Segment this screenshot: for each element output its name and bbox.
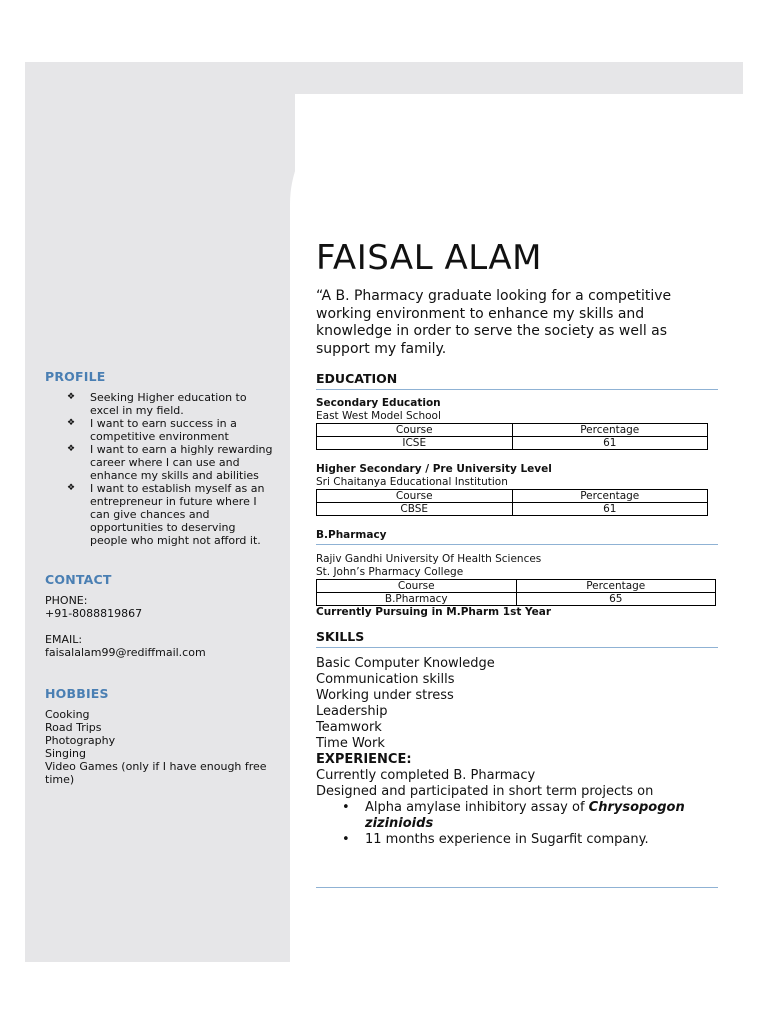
table-header-percentage: Percentage [512,490,708,503]
profile-item: ❖ I want to establish myself as an entrepreneur in future where I can give chances and opportunities to deserving people who might not afford it. [67,482,275,547]
table-cell-percentage: 61 [512,437,708,450]
profile-item: ❖ Seeking Higher education to excel in my field. [67,391,275,417]
skill-item: Teamwork [316,720,382,735]
table-cell-course: CBSE [317,503,513,516]
objective-statement: “A B. Pharmacy graduate looking for a competitive working environment to enhance my skills and knowledge in order to serve the society as well as support my family. [316,288,672,357]
section-divider [316,544,718,545]
bullet-text: Alpha amylase inhibitory assay of [365,800,589,815]
applicant-name: FAISAL ALAM [316,238,543,278]
bpharm-university: Rajiv Gandhi University Of Health Sciences [316,553,542,565]
experience-bullets [316,800,718,848]
table-header-course: Course [317,490,513,503]
higher-school: Sri Chaitanya Educational Institution [316,476,508,488]
contact-heading: CONTACT [45,572,112,587]
table-header-course: Course [317,424,513,437]
table-cell-percentage: 61 [512,503,708,516]
hobby-item: Road Trips [45,721,102,734]
profile-item: ❖ I want to earn success in a competitive environment [67,417,275,443]
bpharm-table [316,579,716,606]
email-address[interactable]: faisalalam99@rediffmail.com [45,646,206,659]
experience-heading: EXPERIENCE: [316,752,412,767]
table-cell-course: B.Pharmacy [317,593,517,606]
profile-heading: PROFILE [45,369,106,384]
main-content [316,236,718,848]
bottom-divider [316,887,718,888]
table-header-course: Course [317,580,517,593]
top-band [268,62,743,94]
hobby-item: Cooking [45,708,90,721]
sidebar-content [45,370,275,786]
profile-list [67,391,275,547]
experience-line: Designed and participated in short term projects on [316,784,654,799]
experience-line: Currently completed B. Pharmacy [316,768,536,783]
hobby-item: Singing [45,747,87,760]
hobbies-heading: HOBBIES [45,686,109,701]
phone-number[interactable]: +91-8088819867 [45,607,143,620]
table-cell-percentage: 65 [516,593,716,606]
table-cell-course: ICSE [317,437,513,450]
hobby-item: Video Games (only if I have enough free time) [45,760,267,786]
experience-bullet [342,800,718,832]
phone-label: PHONE: [45,594,88,607]
skill-item: Communication skills [316,672,455,687]
table-header-percentage: Percentage [516,580,716,593]
section-divider [316,389,718,390]
profile-item: ❖ I want to earn a highly rewarding career where I can use and enhance my skills and abilities [67,443,275,482]
table-header-percentage: Percentage [512,424,708,437]
skill-item: Leadership [316,704,388,719]
secondary-table [316,423,708,450]
hobby-item: Photography [45,734,116,747]
bpharm-college: St. John’s Pharmacy College [316,566,464,578]
skill-item: Working under stress [316,688,454,703]
skill-item: Basic Computer Knowledge [316,656,495,671]
skill-item: Time Work [316,736,385,751]
education-heading: EDUCATION [316,371,398,386]
higher-title: Higher Secondary / Pre University Level [316,463,552,475]
mpharm-note: Currently Pursuing in M.Pharm 1st Year [316,606,552,618]
secondary-school: East West Model School [316,410,441,422]
secondary-title: Secondary Education [316,397,441,409]
skills-heading: SKILLS [316,629,365,644]
email-label: EMAIL: [45,633,83,646]
section-divider [316,647,718,648]
bullet-emphasis: Chrysopogon zizinioids [365,800,685,831]
bpharm-title: B.Pharmacy [316,529,387,541]
higher-table [316,489,708,516]
experience-bullet: • 11 months experience in Sugarfit company. [342,832,718,848]
